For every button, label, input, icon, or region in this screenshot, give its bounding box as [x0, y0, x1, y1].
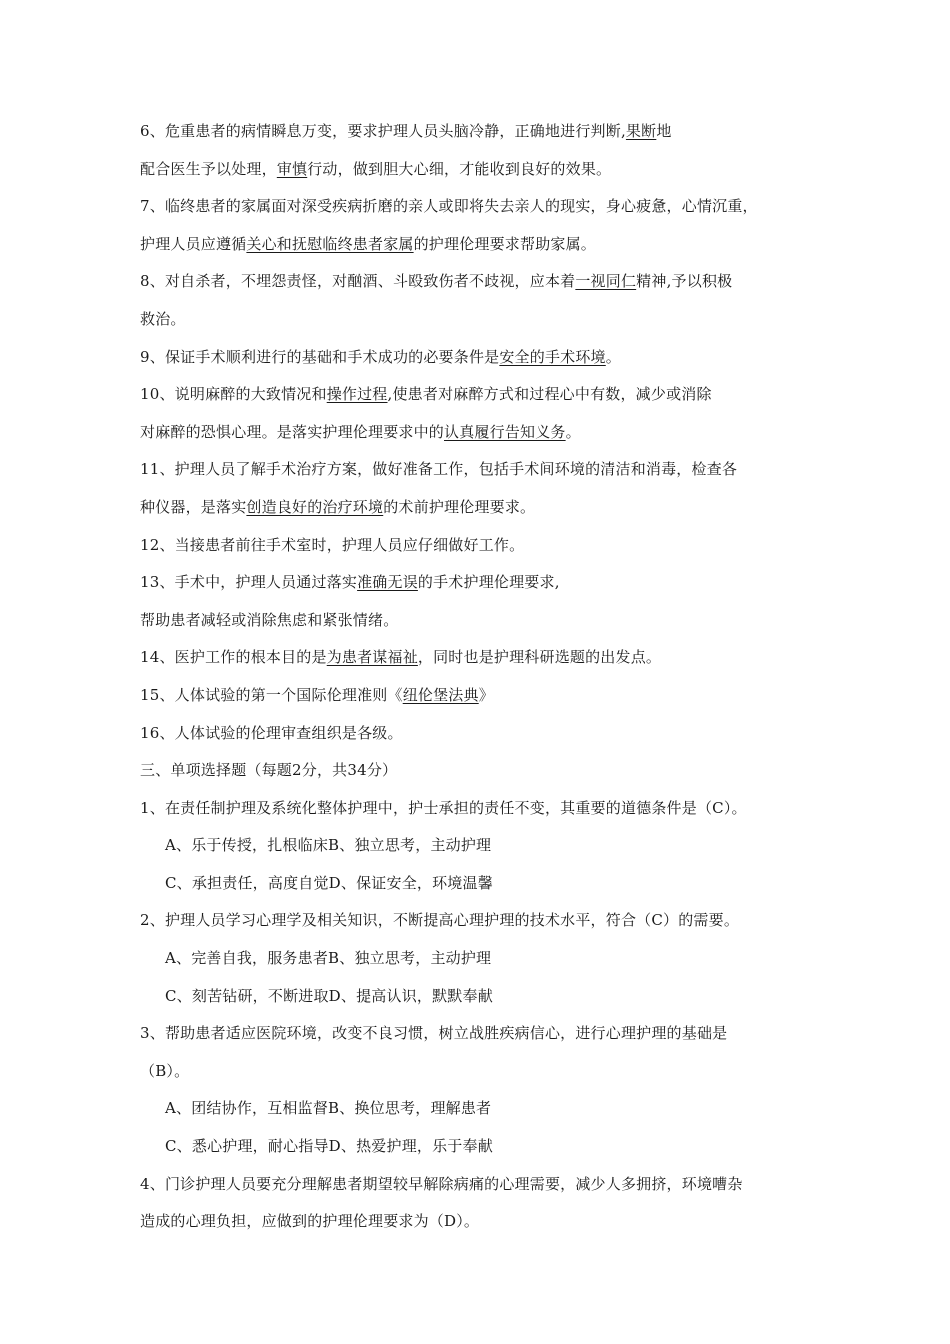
line-text: （B）。 [140, 1061, 190, 1080]
question-line [140, 1015, 840, 1053]
text-line [140, 263, 840, 301]
underlined-answer: 纽伦堡法典 [402, 685, 479, 704]
line-text: 10、说明麻醉的大致情况和 [140, 385, 327, 404]
option-line [140, 940, 840, 978]
question-line [140, 1053, 840, 1091]
line-text: 16、人体试验的伦理审查组织是各级。 [140, 723, 403, 742]
text-line [140, 527, 840, 565]
line-text: 15、人体试验的第一个国际伦理准则《 [140, 685, 403, 704]
option-line [140, 1090, 840, 1128]
line-text: 精神,予以积极 [636, 272, 733, 291]
option-line [140, 1128, 840, 1166]
text-line [140, 376, 840, 414]
line-text: 的术前护理伦理要求。 [383, 497, 536, 516]
line-text: 3、帮助患者适应医院环境，改变不良习惯，树立战胜疾病信心，进行心理护理的基础是 [140, 1024, 728, 1043]
line-text: 4、门诊护理人员要充分理解患者期望较早解除病痛的心理需要，减少人多拥挤，环境嘈杂 [140, 1174, 743, 1193]
text-line [140, 677, 840, 715]
text-line [140, 489, 840, 527]
line-text: 9、保证手术顺利进行的基础和手术成功的必要条件是 [140, 347, 500, 366]
line-text: 1、在责任制护理及系统化整体护理中，护士承担的责任不变，其重要的道德条件是（C）。 [140, 798, 747, 817]
underlined-answer: 安全的手术环境 [499, 347, 606, 366]
line-text: 造成的心理负担，应做到的护理伦理要求为（D）。 [140, 1212, 480, 1231]
underlined-answer: 操作过程 [326, 385, 388, 404]
underlined-answer: 关心和抚慰临终患者家属 [246, 234, 414, 253]
line-text: 13、手术中，护理人员通过落实 [140, 573, 358, 592]
line-text: 种仪器，是落实 [140, 497, 247, 516]
line-text: A、乐于传授，扎根临床B、独立思考，主动护理 [165, 836, 492, 855]
text-line [140, 339, 840, 377]
option-line [140, 827, 840, 865]
line-text: 》 [478, 685, 494, 704]
line-text: 。 [565, 422, 581, 441]
text-line [140, 602, 840, 640]
text-line [140, 188, 840, 226]
line-text: 对麻醉的恐惧心理。是落实护理伦理要求中的 [140, 422, 445, 441]
text-line [140, 564, 840, 602]
underlined-answer: 创造良好的治疗环境 [246, 497, 384, 516]
line-text: 三、单项选择题（每题2分，共34分） [140, 761, 398, 780]
line-text: 14、医护工作的根本目的是 [140, 648, 327, 667]
line-text: C、悉心护理，耐心指导D、热爱护理，乐于奉献 [165, 1137, 493, 1156]
document-page [140, 113, 840, 1241]
line-text: A、团结协作，互相监督B、换位思考，理解患者 [165, 1099, 492, 1118]
text-line [140, 639, 840, 677]
question-line [140, 902, 840, 940]
line-text: 配合医生予以处理， [140, 159, 277, 178]
option-line [140, 978, 840, 1016]
underlined-answer: 准确无误 [357, 573, 418, 592]
line-text: ，同时也是护理科研选题的出发点。 [417, 648, 662, 667]
option-line [140, 865, 840, 903]
line-text: C、承担责任，高度自觉D、保证安全，环境温馨 [165, 873, 493, 892]
line-text: 11、护理人员了解手术治疗方案，做好准备工作，包括手术间环境的清洁和消毒，检查各 [140, 460, 738, 479]
line-text: 的手术护理伦理要求, [417, 573, 560, 592]
line-text: A、完善自我，服务患者B、独立思考，主动护理 [165, 949, 492, 968]
underlined-answer: 认真履行告知义务 [444, 422, 566, 441]
text-line [140, 151, 840, 189]
underlined-answer: 审慎 [276, 159, 308, 178]
underlined-answer: 果断 [625, 122, 657, 140]
line-text: 2、护理人员学习心理学及相关知识，不断提高心理护理的技术水平，符合（C）的需要。 [140, 911, 740, 930]
line-text: 12、当接患者前往手术室时，护理人员应仔细做好工作。 [140, 535, 525, 554]
question-line [140, 790, 840, 828]
text-line [140, 226, 840, 264]
line-text: 。 [605, 347, 621, 366]
text-line [140, 414, 840, 452]
underlined-answer: 一视同仁 [575, 272, 637, 291]
line-text: 8、对自杀者，不埋怨责怪，对酗酒、斗殴致伤者不歧视，应本着 [140, 272, 576, 291]
line-text: 行动，做到胆大心细，才能收到良好的效果。 [307, 159, 612, 178]
text-line [140, 301, 840, 339]
question-line [140, 1166, 840, 1204]
line-text: 7、临终患者的家属面对深受疾病折磨的亲人或即将失去亲人的现实，身心疲惫，心情沉重， [140, 197, 758, 216]
text-line [140, 715, 840, 753]
line-text: ,使患者对麻醉方式和过程心中有数，减少或消除 [387, 385, 712, 404]
line-text: 帮助患者减轻或消除焦虑和紧张情绪。 [140, 610, 399, 629]
question-line [140, 1203, 840, 1241]
line-text: 的护理伦理要求帮助家属。 [413, 234, 597, 253]
line-text: 地 [656, 122, 672, 140]
line-text: 救治。 [140, 309, 186, 328]
line-text: C、刻苦钻研，不断进取D、提高认识，默默奉献 [165, 986, 493, 1005]
text-line [140, 113, 840, 151]
line-text: 护理人员应遵循 [140, 234, 247, 253]
underlined-answer: 为患者谋福祉 [326, 648, 418, 667]
text-line [140, 451, 840, 489]
section-heading [140, 752, 840, 790]
line-text: 6、危重患者的病情瞬息万变，要求护理人员头脑冷静，正确地进行判断, [140, 122, 626, 140]
